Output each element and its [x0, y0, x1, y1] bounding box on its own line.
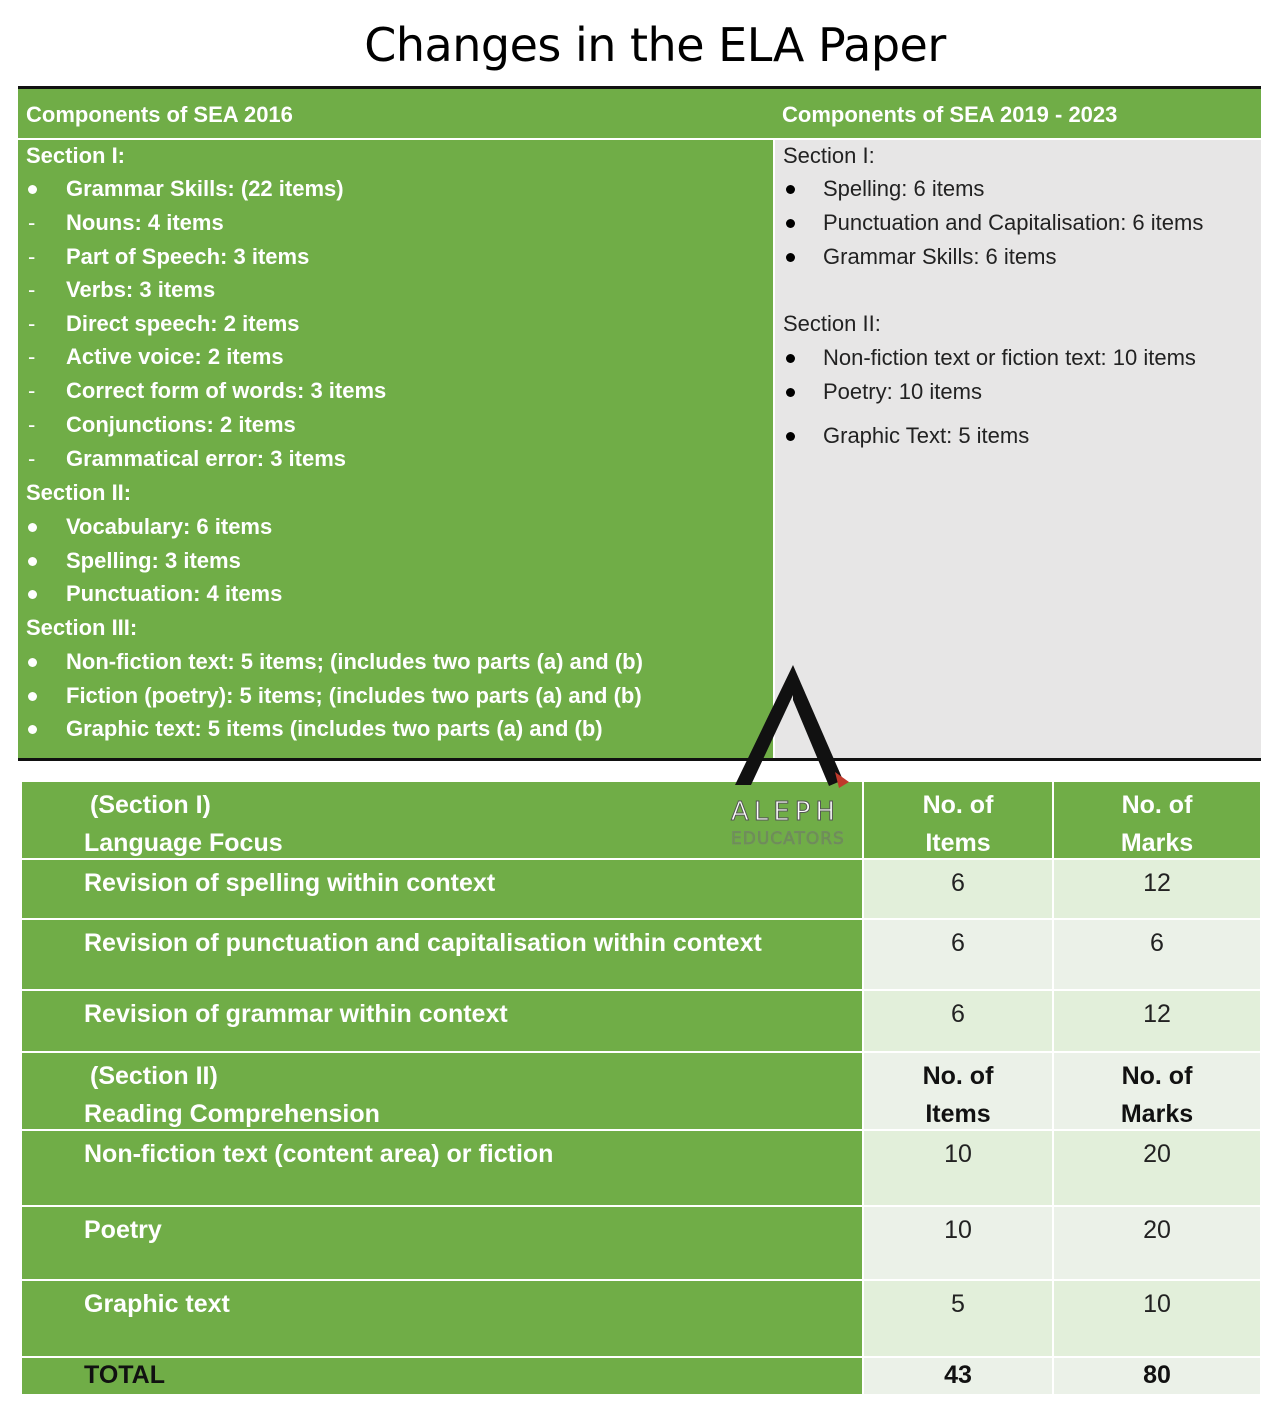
- table-row: [22, 1207, 1260, 1279]
- table-row: [22, 860, 1260, 918]
- row-items: 6: [951, 1000, 965, 1028]
- row-label: Revision of spelling within context: [84, 869, 496, 897]
- section-1-header-row: [22, 782, 1260, 858]
- list-item: Spelling: 6 items: [823, 176, 985, 201]
- row-items: 10: [944, 1216, 972, 1244]
- list-item: Part of Speech: 3 items: [66, 244, 310, 269]
- row-marks: 20: [1143, 1216, 1171, 1244]
- marks-header: No. of: [1121, 791, 1193, 819]
- total-row: [22, 1358, 1260, 1394]
- list-item: Verbs: 3 items: [66, 277, 216, 302]
- bullet-icon: [28, 557, 37, 566]
- list-item: Non-fiction text or fiction text: 10 items: [823, 345, 1196, 370]
- dash-icon: -: [28, 311, 36, 336]
- table-row: [22, 1131, 1260, 1205]
- logo-subtitle: EDUCATORS: [731, 829, 845, 849]
- total-items: 43: [944, 1361, 972, 1389]
- section-heading: Section I:: [783, 143, 875, 168]
- bullet-icon: [786, 354, 795, 363]
- list-item: Conjunctions: 2 items: [66, 412, 296, 437]
- list-item: Non-fiction text: 5 items; (includes two parts (a) and (b): [66, 649, 643, 674]
- list-item: Grammatical error: 3 items: [66, 446, 347, 471]
- list-item: Correct form of words: 3 items: [66, 378, 387, 403]
- list-item: Graphic Text: 5 items: [823, 423, 1030, 448]
- list-item: Grammar Skills: 6 items: [823, 244, 1057, 269]
- logo-wordmark: ALEPH: [731, 797, 840, 827]
- row-label: Revision of punctuation and capitalisation within context: [84, 929, 762, 957]
- list-item: Active voice: 2 items: [66, 344, 284, 369]
- row-items: 6: [951, 929, 965, 957]
- section-title: Reading Comprehension: [84, 1100, 380, 1128]
- dash-icon: -: [28, 378, 36, 403]
- table-row: [22, 1281, 1260, 1356]
- section-heading: Section II:: [26, 480, 132, 505]
- dash-icon: -: [28, 446, 36, 471]
- list-item: Spelling: 3 items: [66, 548, 241, 573]
- dash-icon: -: [28, 244, 36, 269]
- section-heading: Section II:: [783, 311, 881, 336]
- items-header-2: Items: [925, 829, 991, 857]
- dash-icon: -: [28, 344, 36, 369]
- dash-icon: -: [28, 412, 36, 437]
- list-item: Direct speech: 2 items: [66, 311, 300, 336]
- row-items: 10: [944, 1140, 972, 1168]
- bullet-icon: [28, 692, 37, 701]
- marks-header-2: Marks: [1120, 829, 1194, 857]
- bullet-icon: [28, 658, 37, 667]
- comparison-header-row: [18, 89, 1261, 140]
- total-marks: 80: [1143, 1361, 1171, 1389]
- bullet-icon: [786, 219, 795, 228]
- bullet-icon: [28, 725, 37, 734]
- bullet-icon: [28, 590, 37, 599]
- list-item: Punctuation and Capitalisation: 6 items: [823, 210, 1204, 235]
- list-item: Graphic text: 5 items (includes two parts (a) and (b): [66, 716, 603, 741]
- total-label: TOTAL: [84, 1361, 166, 1389]
- bullet-icon: [786, 185, 795, 194]
- section-label: (Section I): [90, 791, 211, 819]
- bullet-icon: [786, 253, 795, 262]
- items-header-2: Items: [925, 1100, 991, 1128]
- marks-header-2: Marks: [1120, 1100, 1194, 1128]
- comparison-table: [18, 86, 1261, 761]
- row-marks: 12: [1143, 869, 1171, 897]
- list-item: Punctuation: 4 items: [66, 581, 283, 606]
- left-column-header: Components of SEA 2016: [26, 102, 293, 127]
- section-heading: Section III:: [26, 615, 138, 640]
- row-label: Poetry: [84, 1216, 162, 1244]
- row-marks: 10: [1143, 1290, 1171, 1318]
- list-item: Nouns: 4 items: [66, 210, 224, 235]
- row-marks: 12: [1143, 1000, 1171, 1028]
- list-item: Grammar Skills: (22 items): [66, 176, 344, 201]
- list-item: Fiction (poetry): 5 items; (includes two parts (a) and (b): [66, 683, 642, 708]
- sea-2016-column: [18, 140, 773, 758]
- table-row: [22, 920, 1260, 989]
- list-item: Poetry: 10 items: [823, 379, 982, 404]
- section-heading: Section I:: [26, 143, 126, 168]
- items-header: No. of: [922, 1062, 994, 1090]
- dash-icon: -: [28, 277, 36, 302]
- section-title: Language Focus: [84, 829, 283, 857]
- list-item: Vocabulary: 6 items: [66, 514, 273, 539]
- right-column-header: Components of SEA 2019 - 2023: [782, 102, 1118, 127]
- items-header: No. of: [922, 791, 994, 819]
- section-label: (Section II): [90, 1062, 218, 1090]
- bullet-icon: [28, 523, 37, 532]
- row-items: 5: [951, 1290, 965, 1318]
- row-label: Revision of grammar within context: [84, 1000, 508, 1028]
- page-title: Changes in the ELA Paper: [364, 18, 946, 72]
- dash-icon: -: [28, 210, 36, 235]
- bullet-icon: [786, 388, 795, 397]
- table-row: [22, 991, 1260, 1051]
- section-2-header-row: [22, 1053, 1260, 1129]
- row-label: Non-fiction text (content area) or fiction: [84, 1140, 554, 1168]
- row-marks: 20: [1143, 1140, 1171, 1168]
- bullet-icon: [786, 432, 795, 441]
- row-items: 6: [951, 869, 965, 897]
- marks-header: No. of: [1121, 1062, 1193, 1090]
- row-marks: 6: [1150, 929, 1164, 957]
- row-label: Graphic text: [84, 1290, 230, 1318]
- bullet-icon: [28, 185, 37, 194]
